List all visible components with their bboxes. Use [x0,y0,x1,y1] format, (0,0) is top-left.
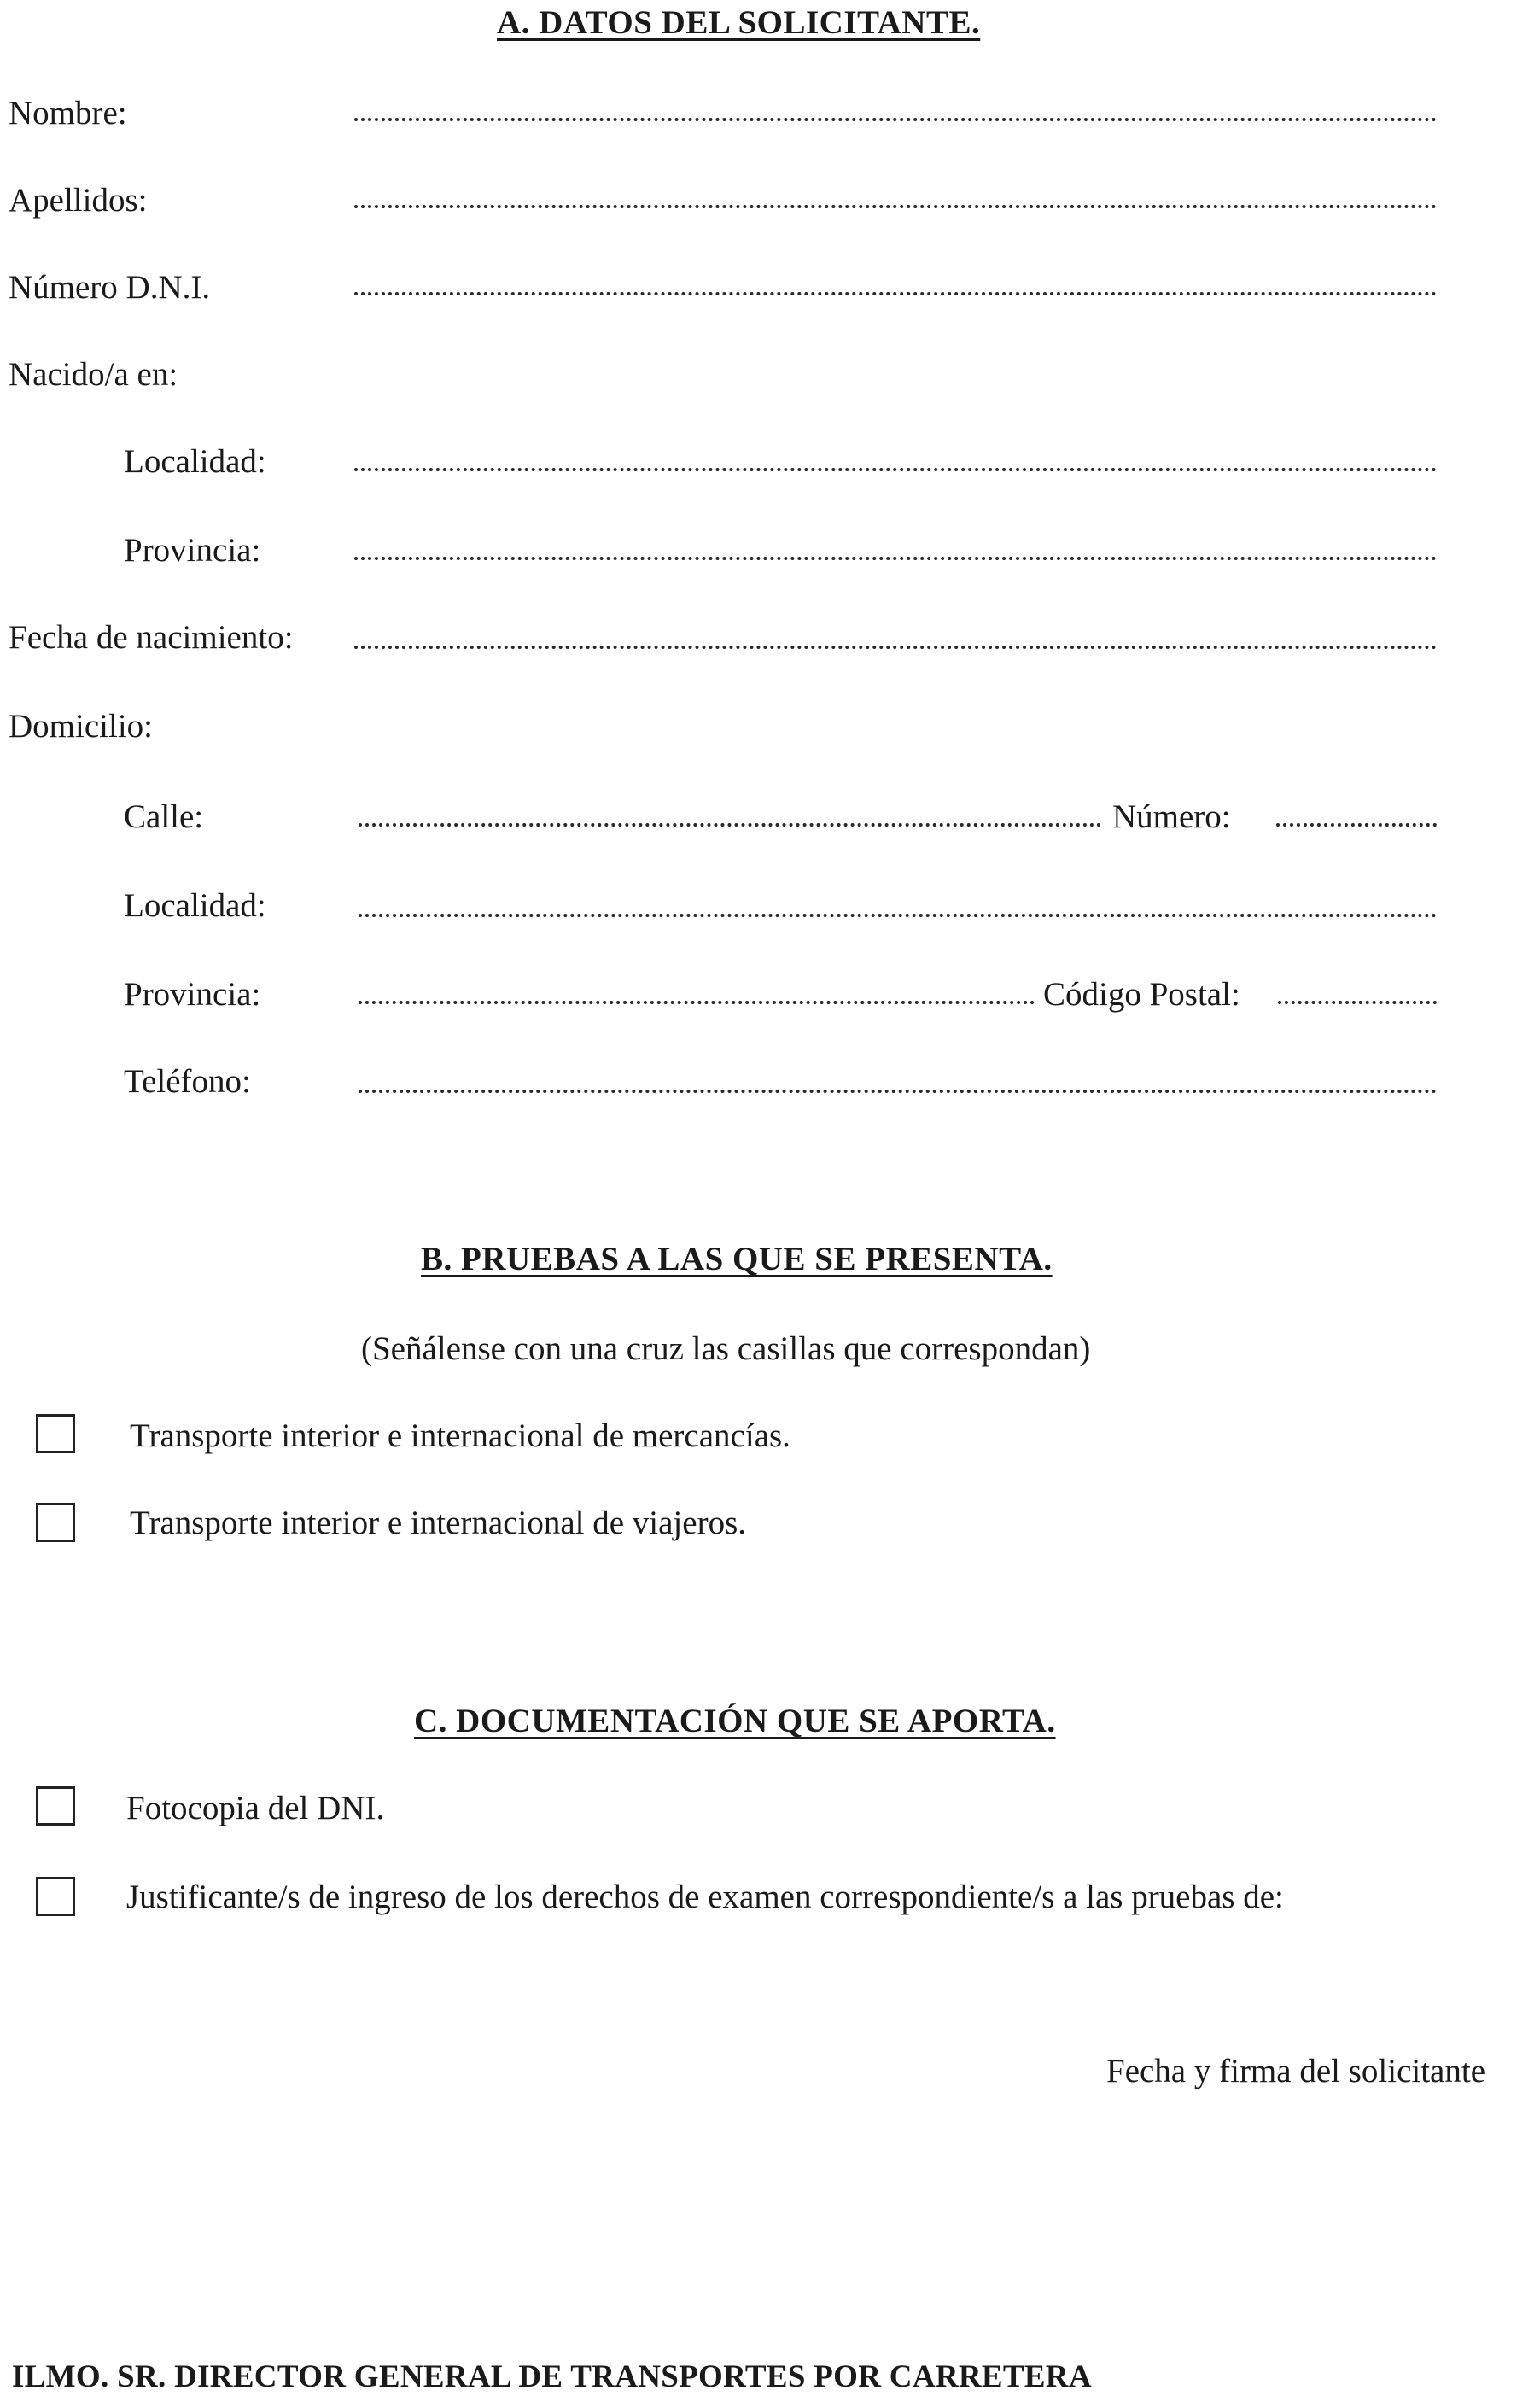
numero-field[interactable] [1276,823,1437,827]
fecha-nacimiento-field[interactable] [354,646,1437,649]
dni-label: Número D.N.I. [9,269,211,306]
telefono-field[interactable] [359,1090,1437,1093]
localidad-domicilio-field[interactable] [359,914,1437,917]
nombre-label: Nombre: [9,95,127,131]
apellidos-label: Apellidos: [9,182,148,219]
section-a-title: A. DATOS DEL SOLICITANTE. [497,4,981,41]
localidad-domicilio-label: Localidad: [124,887,266,924]
provincia-nacimiento-field[interactable] [354,557,1437,560]
domicilio-label: Domicilio: [9,708,153,745]
signature-label: Fecha y firma del solicitante [1106,2053,1486,2089]
localidad-nacimiento-field[interactable] [354,468,1437,471]
localidad-nacimiento-label: Localidad: [124,443,266,480]
addressee: ILMO. SR. DIRECTOR GENERAL DE TRANSPORTES POR CARRETERA [12,2359,1092,2394]
provincia-domicilio-label: Provincia: [124,976,261,1013]
calle-field[interactable] [359,823,1101,827]
section-b-instruction: (Señálense con una cruz las casillas que correspondan) [361,1330,1091,1367]
calle-label: Calle: [124,798,204,835]
provincia-domicilio-field[interactable] [359,1001,1035,1004]
mercancias-label: Transporte interior e internacional de mercancías. [130,1417,790,1454]
justificante-checkbox[interactable] [36,1877,75,1916]
section-c-title: C. DOCUMENTACIÓN QUE SE APORTA. [414,1703,1056,1739]
justificante-label: Justificante/s de ingreso de los derechos de examen correspondiente/s a las pruebas de: [126,1879,1284,1915]
fecha-nacimiento-label: Fecha de nacimiento: [9,619,294,656]
telefono-label: Teléfono: [124,1063,251,1100]
mercancias-checkbox[interactable] [36,1414,75,1453]
codigo-postal-label: Código Postal: [1038,975,1245,1014]
nacido-label: Nacido/a en: [9,356,178,393]
provincia-nacimiento-label: Provincia: [124,532,261,569]
fotocopia-dni-label: Fotocopia del DNI. [126,1790,385,1826]
nombre-field[interactable] [354,118,1437,121]
fotocopia-dni-checkbox[interactable] [36,1786,75,1826]
dni-field[interactable] [354,292,1437,295]
signature-area[interactable] [1106,2186,1533,2189]
numero-label: Número: [1107,798,1236,836]
codigo-postal-field[interactable] [1278,1001,1437,1004]
apellidos-field[interactable] [354,205,1437,208]
viajeros-checkbox[interactable] [36,1503,75,1542]
viajeros-label: Transporte interior e internacional de viajeros. [130,1505,746,1541]
section-b-title: B. PRUEBAS A LAS QUE SE PRESENTA. [421,1241,1053,1277]
